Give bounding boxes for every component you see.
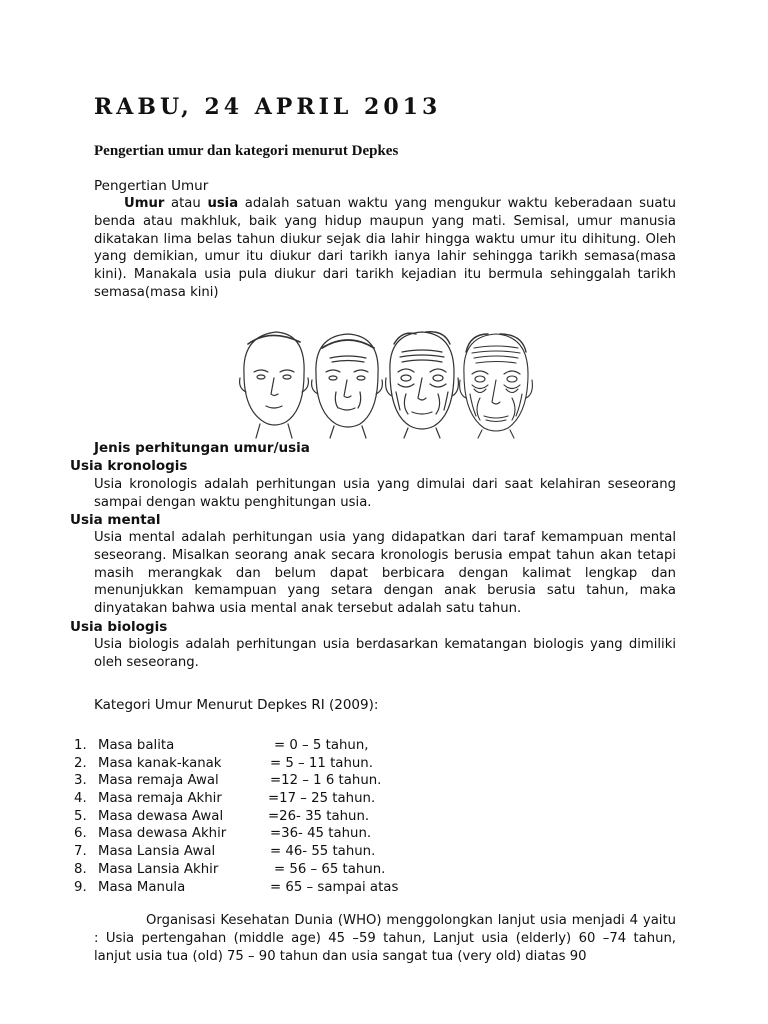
category-range: = 5 – 11 tahun. [270, 755, 373, 771]
definition-text: adalah satuan waktu yang mengukur waktu keberadaan suatu benda atau makhluk, baik yang hidup maupun yang mati. Semisal, umur manusia dikatakan lima belas tahun diukur sejak dia lahir hingga waktu umur itu dihitung. Oleh yang demikian, umur itu diukur dari tarikh ianya lahir sehingga tarikh semasa(masa kini). Manakala usia pula diukur dari tarikh kejadian itu bermula sehinggalah tarikh semasa(masa kini) [94, 196, 676, 300]
category-range: = 46- 55 tahun. [270, 844, 376, 860]
category-name: Masa remaja Akhir [98, 791, 222, 807]
who-text: Organisasi Kesehatan Dunia (WHO) menggolongkan lanjut usia menjadi 4 yaitu : Usia pertengahan (middle age) 45 –59 tahun, Lanjut usia (elderly) 60 –74 tahun, lanjut usia tua (old) 75 – 90 tahun dan usia sangat tua (very old) diatas 90 [94, 913, 676, 964]
definition-connector: atau [164, 196, 208, 211]
category-range: =26- 35 tahun. [268, 808, 370, 824]
who-paragraph [94, 912, 676, 965]
category-range: =17 – 25 tahun. [268, 791, 376, 807]
list-number: 7. [74, 844, 87, 860]
list-number: 4. [74, 791, 87, 807]
term-title-biologis: Usia biologis [70, 619, 168, 635]
category-range: = 0 – 5 tahun, [274, 738, 369, 753]
definition-subtitle: Pengertian Umur [94, 178, 209, 194]
category-range: = 56 – 65 tahun. [274, 861, 386, 877]
list-number: 6. [74, 826, 87, 842]
categories-heading: Kategori Umur Menurut Depkes RI (2009): [94, 697, 379, 713]
category-name: Masa Lansia Awal [98, 844, 216, 860]
category-range: = 65 – sampai atas [270, 879, 399, 895]
term-text-mental: Usia mental adalah perhitungan usia yang didapatkan dari taraf kemampuan mental seseorang. Misalkan seorang anak secara kronologis berusia empat tahun akan tetapi masih merangkak dan belum dapat berbicara dengan kalimat lengkap dan menunjukkan kemampuan yang setara dengan anak berusia satu tahun, maka dinyatakan bahwa usia mental anak tersebut adalah satu tahun. [94, 530, 676, 617]
category-range: =36- 45 tahun. [270, 826, 372, 842]
term-title-mental: Usia mental [70, 512, 161, 528]
definition-paragraph [94, 195, 676, 302]
list-number: 8. [74, 861, 87, 877]
category-name: Masa remaja Awal [98, 773, 219, 789]
post-date: RABU, 24 APRIL 2013 [94, 94, 442, 120]
aging-faces-illustration [230, 322, 534, 440]
types-heading: Jenis perhitungan umur/usia [94, 440, 310, 456]
category-range: =12 – 1 6 tahun. [270, 773, 382, 789]
list-number: 9. [74, 879, 87, 895]
post-title: Pengertian umur dan kategori menurut Depkes [94, 143, 399, 159]
category-name: Masa kanak-kanak [98, 755, 222, 771]
list-number: 5. [74, 808, 87, 824]
list-number: 2. [74, 755, 87, 771]
term-text-kronologis: Usia kronologis adalah perhitungan usia yang dimulai dari saat kelahiran seseorang sampai dengan waktu penghitungan usia. [94, 477, 676, 510]
definition-term-usia: usia [207, 196, 239, 211]
category-name: Masa Manula [98, 879, 186, 895]
category-name: Masa balita [98, 738, 175, 753]
term-title-kronologis: Usia kronologis [70, 458, 188, 474]
definition-term-umur: Umur [124, 196, 165, 211]
term-text-biologis: Usia biologis adalah perhitungan usia berdasarkan kematangan biologis yang dimiliki oleh seseorang. [94, 637, 676, 670]
list-number: 3. [74, 773, 87, 789]
list-number: 1. [74, 738, 87, 753]
category-name: Masa dewasa Awal [98, 808, 224, 824]
category-name: Masa Lansia Akhir [98, 861, 219, 877]
category-name: Masa dewasa Akhir [98, 826, 227, 842]
